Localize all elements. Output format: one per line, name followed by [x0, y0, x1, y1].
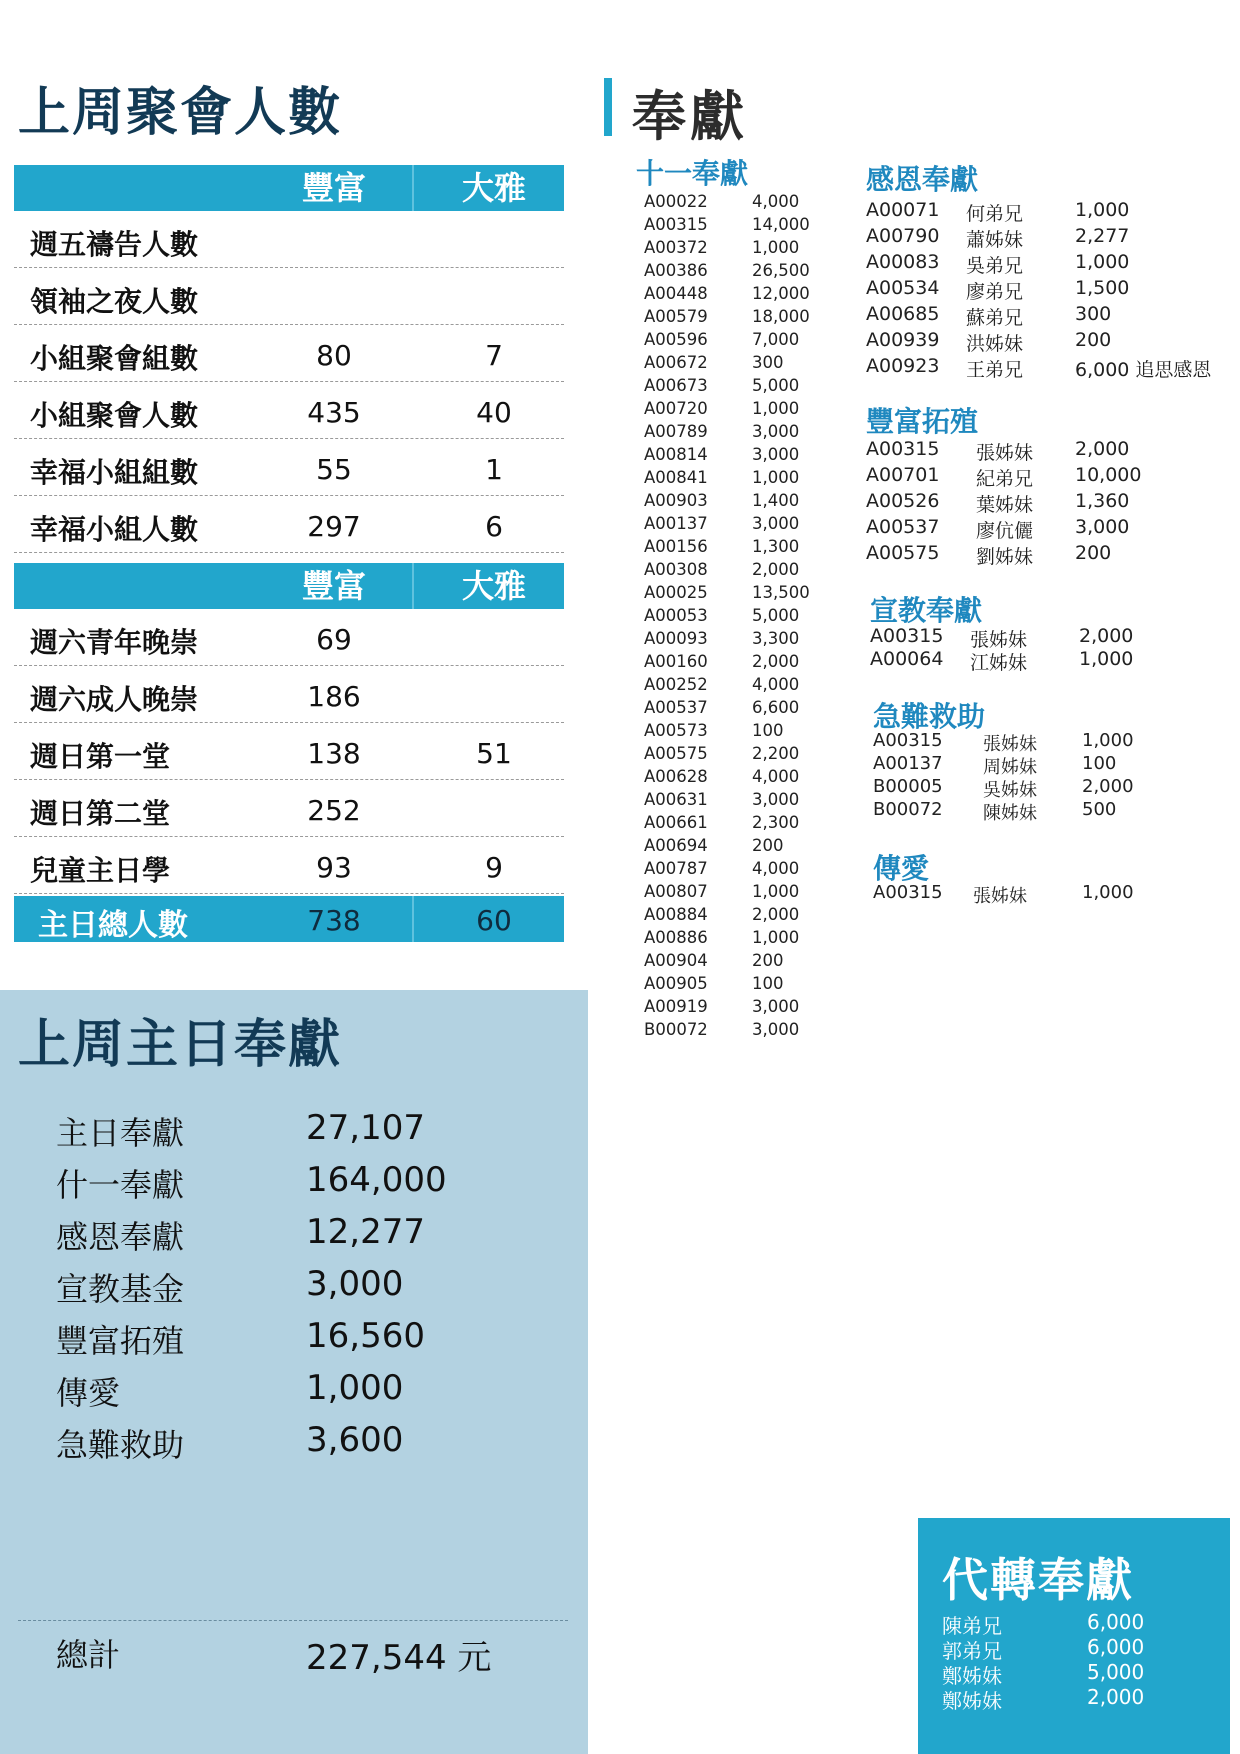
attendance-table-weekday	[14, 165, 564, 553]
amount: 4,000	[752, 767, 800, 786]
summary-item-amount: 27,107	[306, 1108, 425, 1148]
donor-id: A00579	[644, 307, 708, 326]
donor-id: A00919	[644, 997, 708, 1016]
offering-row	[866, 251, 1226, 277]
love-list	[873, 882, 1233, 905]
value-daya: 9	[485, 851, 503, 884]
amount: 1,500	[1075, 277, 1130, 299]
tithe-row	[644, 307, 824, 330]
amount: 1,360	[1075, 490, 1130, 512]
tithe-row	[644, 468, 824, 491]
donor-id: A00156	[644, 537, 708, 556]
attendance-title: 上周聚會人數	[18, 83, 343, 143]
tithe-row	[644, 261, 824, 284]
donor-id: A00904	[644, 951, 708, 970]
amount: 1,000	[752, 928, 800, 947]
donor-id: A00631	[644, 790, 708, 809]
row-label: 週日第二堂	[30, 797, 171, 830]
transfer-row	[942, 1660, 1202, 1688]
summary-item-name: 傳愛	[56, 1374, 121, 1412]
tithe-row	[644, 813, 824, 836]
tithe-row	[644, 1020, 824, 1043]
tithe-row	[644, 192, 824, 215]
summary-total	[56, 1630, 536, 1690]
tithe-row	[644, 721, 824, 744]
offering-row	[866, 303, 1226, 329]
row-label: 兒童主日學	[30, 854, 171, 887]
donor-id: A00053	[644, 606, 708, 625]
offering-row	[866, 329, 1226, 355]
summary-item	[56, 1368, 536, 1420]
row-label: 小組聚會人數	[30, 399, 199, 432]
amount: 200	[752, 836, 784, 855]
donor-id: A00252	[644, 675, 708, 694]
amount: 5,000	[752, 606, 800, 625]
amount: 300	[1075, 303, 1112, 325]
total-amount: 227,544 元	[306, 1638, 492, 1678]
donor-id: A00025	[644, 583, 708, 602]
column-divider	[412, 563, 414, 609]
tithe-row	[644, 997, 824, 1020]
offering-row	[866, 464, 1226, 490]
amount: 3,000	[752, 790, 800, 809]
tithe-row	[644, 928, 824, 951]
donor-id: B00005	[873, 776, 943, 797]
offering-row	[870, 648, 1230, 674]
donor-id: A00807	[644, 882, 708, 901]
amount: 18,000	[752, 307, 810, 326]
tithe-row	[644, 215, 824, 238]
amount: 1,000	[1079, 648, 1134, 670]
summary-item-name: 什一奉獻	[56, 1166, 185, 1204]
donor-id: A00315	[870, 625, 944, 647]
donor-name: 何弟兄	[966, 203, 1024, 225]
donor-id: A00526	[866, 490, 940, 512]
donor-id: A00787	[644, 859, 708, 878]
value-fengfu: 80	[316, 339, 352, 372]
amount: 2,200	[752, 744, 800, 763]
tithe-row	[644, 445, 824, 468]
summary-item	[56, 1264, 536, 1316]
value-fengfu: 435	[307, 396, 361, 429]
transfer-row	[942, 1685, 1202, 1713]
donor-name: 劉姊妹	[976, 546, 1034, 568]
donor-id: A00575	[644, 744, 708, 763]
donor-id: A00596	[644, 330, 708, 349]
total-fengfu: 738	[307, 904, 361, 937]
summary-item	[56, 1212, 536, 1264]
value-fengfu: 69	[316, 623, 352, 656]
amount: 14,000	[752, 215, 810, 234]
transfer-offering-panel	[918, 1518, 1230, 1754]
offering-row	[866, 490, 1226, 516]
donor-id: A00841	[644, 468, 708, 487]
offering-row	[873, 882, 1233, 905]
offering-row	[873, 730, 1233, 753]
tithe-row	[644, 284, 824, 307]
total-label: 總計	[56, 1636, 121, 1674]
summary-divider	[18, 1620, 568, 1621]
column-header-fengfu: 豐富	[301, 567, 366, 605]
amount: 2,000	[1079, 625, 1134, 647]
mission-title: 宣教奉獻	[870, 594, 983, 627]
amount: 10,000	[1075, 464, 1142, 486]
tithe-row	[644, 376, 824, 399]
donor-id: A00160	[644, 652, 708, 671]
donor-name: 蕭姊妹	[966, 229, 1024, 251]
donor-id: A00903	[644, 491, 708, 510]
tithe-row	[644, 330, 824, 353]
summary-item-amount: 16,560	[306, 1316, 425, 1356]
value-fengfu: 138	[307, 737, 361, 770]
amount: 200	[1075, 542, 1112, 564]
table-row	[14, 496, 564, 553]
donor-id: A00661	[644, 813, 708, 832]
amount: 500	[1082, 799, 1117, 820]
summary-item	[56, 1160, 536, 1212]
offering-row	[873, 776, 1233, 799]
donor-name: 吳姊妹	[983, 780, 1037, 801]
table-row	[14, 325, 564, 382]
amount: 100	[752, 721, 784, 740]
offering-row	[866, 542, 1226, 568]
total-daya: 60	[476, 904, 512, 937]
summary-item-name: 宣教基金	[56, 1270, 185, 1308]
table-header	[14, 165, 564, 211]
donor-name: 王弟兄	[966, 359, 1024, 381]
amount: 12,000	[752, 284, 810, 303]
amount: 1,000	[1082, 730, 1134, 751]
expansion-list	[866, 438, 1226, 568]
donor-id: A00884	[644, 905, 708, 924]
column-divider	[412, 165, 414, 211]
tithe-row	[644, 629, 824, 652]
summary-item-name: 感恩奉獻	[56, 1218, 185, 1256]
amount: 6,000	[1087, 1635, 1145, 1659]
summary-item	[56, 1108, 536, 1160]
donor-id: A00886	[644, 928, 708, 947]
amount: 2,000	[1075, 438, 1130, 460]
amount: 200	[1075, 329, 1112, 351]
amount: 1,400	[752, 491, 800, 510]
donor-id: A00448	[644, 284, 708, 303]
amount: 13,500	[752, 583, 810, 602]
table-row	[14, 439, 564, 496]
tithe-title: 十一奉獻	[636, 157, 749, 190]
section-accent-bar	[604, 78, 612, 136]
amount: 1,000	[1075, 199, 1130, 221]
tithe-row	[644, 859, 824, 882]
amount: 6,600	[752, 698, 800, 717]
value-daya: 1	[485, 453, 503, 486]
value-daya: 6	[485, 510, 503, 543]
donor-id: A00701	[866, 464, 940, 486]
summary-item-amount: 1,000	[306, 1368, 404, 1408]
tithe-row	[644, 652, 824, 675]
table-row	[14, 666, 564, 723]
table-row	[14, 211, 564, 268]
donor-id: A00315	[866, 438, 940, 460]
summary-item	[56, 1420, 536, 1472]
tithe-row	[644, 514, 824, 537]
donor-name: 蘇弟兄	[966, 307, 1024, 329]
donor-id: A00386	[644, 261, 708, 280]
donor-name: 吳弟兄	[966, 255, 1024, 277]
summary-item-amount: 164,000	[306, 1160, 447, 1200]
love-title: 傳愛	[873, 852, 930, 885]
table-row	[14, 837, 564, 894]
amount: 26,500	[752, 261, 810, 280]
thanks-title: 感恩奉獻	[866, 163, 979, 196]
tithe-row	[644, 353, 824, 376]
amount: 3,000	[752, 997, 800, 1016]
offering-row	[870, 625, 1230, 651]
summary-item-amount: 3,000	[306, 1264, 404, 1304]
summary-item-name: 急難救助	[56, 1426, 185, 1464]
row-label: 幸福小組組數	[30, 456, 199, 489]
donor-id: A00064	[870, 648, 944, 670]
amount: 6,000 追思感恩	[1075, 359, 1212, 381]
amount: 2,000	[752, 652, 800, 671]
total-label: 主日總人數	[38, 908, 188, 943]
tithe-row	[644, 560, 824, 583]
row-label: 週六成人晚崇	[30, 683, 199, 716]
summary-item-name: 主日奉獻	[56, 1114, 185, 1152]
donor-name: 郭弟兄	[942, 1639, 1002, 1663]
total-row	[14, 896, 564, 942]
donor-id: B00072	[873, 799, 943, 820]
amount: 1,000	[1075, 251, 1130, 273]
amount: 5,000	[752, 376, 800, 395]
tithe-row	[644, 422, 824, 445]
tithe-row	[644, 537, 824, 560]
value-fengfu: 297	[307, 510, 361, 543]
amount: 2,277	[1075, 225, 1130, 247]
attendance-table-services	[14, 563, 564, 942]
summary-item-amount: 3,600	[306, 1420, 404, 1460]
value-daya: 51	[476, 737, 512, 770]
column-divider	[412, 896, 414, 942]
donor-name: 廖弟兄	[966, 281, 1024, 303]
offering-row	[873, 753, 1233, 776]
donor-name: 廖伉儷	[976, 520, 1034, 542]
donor-id: A00694	[644, 836, 708, 855]
donor-id: A00720	[644, 399, 708, 418]
donor-id: A00575	[866, 542, 940, 564]
donor-id: A00093	[644, 629, 708, 648]
donor-id: A00672	[644, 353, 708, 372]
table-row	[14, 780, 564, 837]
relief-list	[873, 730, 1233, 822]
row-label: 週六青年晚崇	[30, 626, 199, 659]
column-header-daya: 大雅	[461, 567, 526, 605]
summary-title: 上周主日奉獻	[18, 1015, 343, 1075]
column-header-fengfu: 豐富	[301, 169, 366, 207]
amount: 5,000	[1087, 1660, 1145, 1684]
tithe-list	[644, 192, 824, 1043]
tithe-row	[644, 606, 824, 629]
donor-id: A00315	[644, 215, 708, 234]
donor-id: A00315	[873, 730, 943, 751]
tithe-row	[644, 974, 824, 997]
donor-id: A00673	[644, 376, 708, 395]
donor-id: A00685	[866, 303, 940, 325]
donor-id: A00308	[644, 560, 708, 579]
amount: 4,000	[752, 859, 800, 878]
amount: 6,000	[1087, 1610, 1145, 1634]
donor-id: A00939	[866, 329, 940, 351]
offerings-title: 奉獻	[632, 85, 748, 148]
donor-name: 張姊妹	[973, 886, 1027, 907]
amount: 1,000	[752, 882, 800, 901]
weekly-offering-summary	[0, 990, 588, 1754]
donor-name: 洪姊妹	[966, 333, 1024, 355]
thanks-list	[866, 199, 1226, 381]
value-fengfu: 186	[307, 680, 361, 713]
offering-row	[866, 225, 1226, 251]
mission-list	[870, 625, 1230, 674]
column-header-daya: 大雅	[461, 169, 526, 207]
donor-id: A00372	[644, 238, 708, 257]
amount: 7,000	[752, 330, 800, 349]
amount: 2,000	[1082, 776, 1134, 797]
tithe-row	[644, 399, 824, 422]
donor-name: 江姊妹	[970, 652, 1028, 674]
transfer-list	[942, 1610, 1202, 1713]
donor-name: 鄭姊妹	[942, 1689, 1002, 1713]
value-daya: 7	[485, 339, 503, 372]
amount: 4,000	[752, 192, 800, 211]
donor-id: A00137	[644, 514, 708, 533]
donor-name: 鄭姊妹	[942, 1664, 1002, 1688]
amount: 3,000	[1075, 516, 1130, 538]
tithe-row	[644, 790, 824, 813]
donor-id: A00315	[873, 882, 943, 903]
value-fengfu: 93	[316, 851, 352, 884]
amount: 3,000	[752, 514, 800, 533]
row-label: 領袖之夜人數	[30, 285, 199, 318]
table-row	[14, 268, 564, 325]
table-row	[14, 609, 564, 666]
expansion-title: 豐富拓殖	[866, 405, 979, 438]
value-fengfu: 55	[316, 453, 352, 486]
donor-id: A00814	[644, 445, 708, 464]
amount: 3,000	[752, 422, 800, 441]
summary-item-amount: 12,277	[306, 1212, 425, 1252]
donor-id: A00923	[866, 355, 940, 377]
donor-id: A00071	[866, 199, 940, 221]
amount: 1,000	[752, 238, 800, 257]
table-row	[14, 382, 564, 439]
tithe-row	[644, 491, 824, 514]
tithe-row	[644, 744, 824, 767]
amount: 2,000	[752, 560, 800, 579]
amount: 1,300	[752, 537, 800, 556]
tithe-row	[644, 583, 824, 606]
summary-list	[56, 1108, 536, 1472]
donor-id: B00072	[644, 1020, 708, 1039]
tithe-row	[644, 836, 824, 859]
donor-id: A00628	[644, 767, 708, 786]
offering-row	[866, 516, 1226, 542]
amount: 100	[752, 974, 784, 993]
amount: 3,300	[752, 629, 800, 648]
amount: 1,000	[752, 399, 800, 418]
donor-id: A00790	[866, 225, 940, 247]
row-label: 小組聚會組數	[30, 342, 199, 375]
offering-row	[866, 277, 1226, 303]
row-label: 幸福小組人數	[30, 513, 199, 546]
tithe-row	[644, 951, 824, 974]
donor-name: 陳姊妹	[983, 803, 1037, 824]
tithe-row	[644, 238, 824, 261]
donor-id: A00573	[644, 721, 708, 740]
table-header	[14, 563, 564, 609]
row-label: 週五禱告人數	[30, 228, 199, 261]
table-row	[14, 723, 564, 780]
summary-item-name: 豐富拓殖	[56, 1322, 185, 1360]
donor-name: 張姊妹	[976, 442, 1034, 464]
amount: 1,000	[752, 468, 800, 487]
offering-row	[873, 799, 1233, 822]
amount: 200	[752, 951, 784, 970]
amount: 4,000	[752, 675, 800, 694]
tithe-row	[644, 675, 824, 698]
tithe-row	[644, 767, 824, 790]
donor-name: 張姊妹	[983, 734, 1037, 755]
amount: 2,000	[752, 905, 800, 924]
donor-name: 葉姊妹	[976, 494, 1034, 516]
amount: 100	[1082, 753, 1117, 774]
donor-name: 張姊妹	[970, 629, 1028, 651]
tithe-row	[644, 905, 824, 928]
donor-id: A00022	[644, 192, 708, 211]
donor-id: A00083	[866, 251, 940, 273]
value-daya: 40	[476, 396, 512, 429]
value-fengfu: 252	[307, 794, 361, 827]
donor-id: A00789	[644, 422, 708, 441]
transfer-row	[942, 1610, 1202, 1638]
offering-row	[866, 355, 1226, 381]
row-label: 週日第一堂	[30, 740, 171, 773]
relief-title: 急難救助	[873, 700, 986, 733]
transfer-row	[942, 1635, 1202, 1663]
donor-id: A00537	[644, 698, 708, 717]
amount: 2,300	[752, 813, 800, 832]
donor-id: A00537	[866, 516, 940, 538]
offering-row	[866, 438, 1226, 464]
amount: 1,000	[1082, 882, 1134, 903]
summary-item	[56, 1316, 536, 1368]
transfer-title: 代轉奉獻	[942, 1553, 1134, 1607]
donor-id: A00137	[873, 753, 943, 774]
amount: 3,000	[752, 445, 800, 464]
amount: 2,000	[1087, 1685, 1145, 1709]
donor-id: A00534	[866, 277, 940, 299]
offering-row	[866, 199, 1226, 225]
tithe-row	[644, 698, 824, 721]
donor-id: A00905	[644, 974, 708, 993]
amount: 3,000	[752, 1020, 800, 1039]
tithe-row	[644, 882, 824, 905]
amount: 300	[752, 353, 784, 372]
donor-name: 陳弟兄	[942, 1614, 1002, 1638]
donor-name: 紀弟兄	[976, 468, 1034, 490]
donor-name: 周姊妹	[983, 757, 1037, 778]
